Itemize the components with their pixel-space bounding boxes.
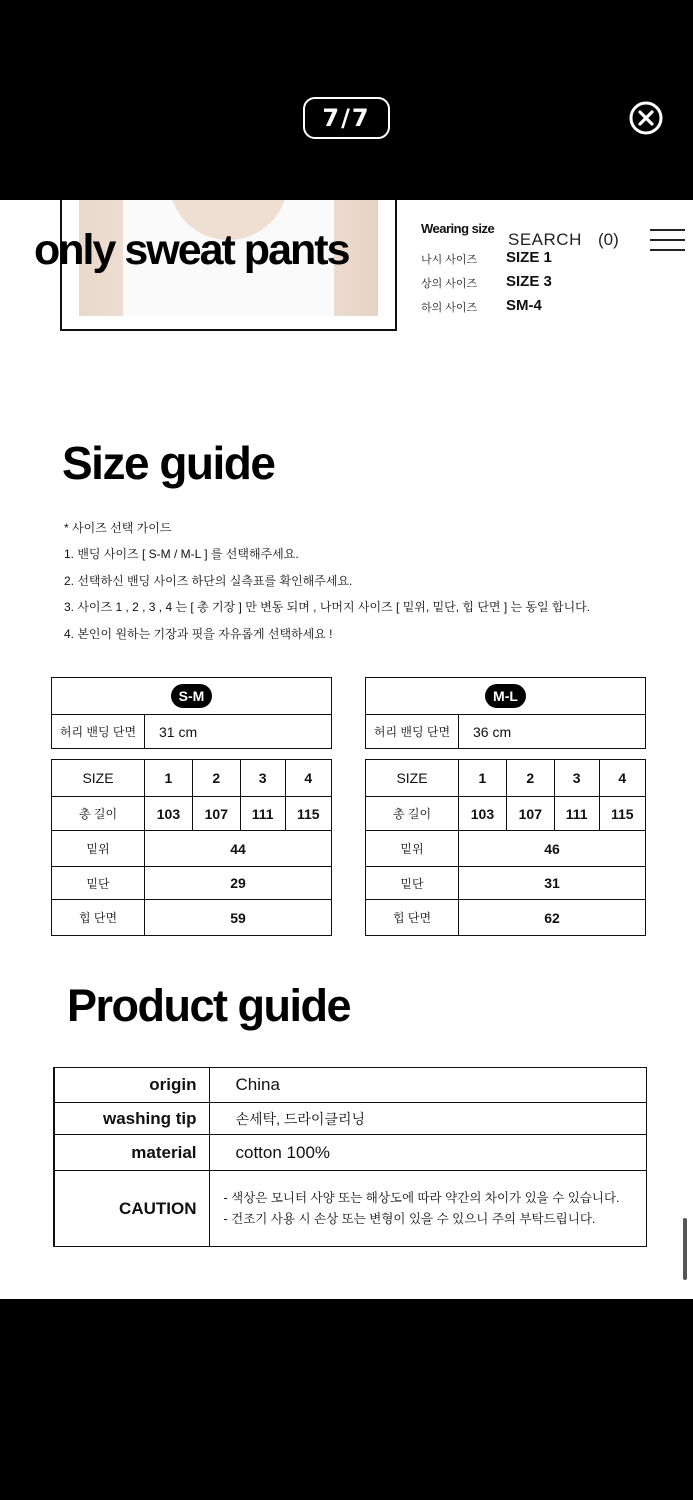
washing-label: washing tip xyxy=(54,1103,209,1135)
band-badge: S-M xyxy=(171,684,213,708)
caution-line: - 색상은 모니터 사양 또는 해상도에 따라 약간의 차이가 있을 수 있습니다. xyxy=(223,1190,620,1205)
waist-label: 허리 밴딩 단면 xyxy=(366,715,459,749)
length-cell: 115 xyxy=(285,797,331,831)
hem-label: 밑단 xyxy=(366,867,459,900)
hamburger-menu-icon[interactable] xyxy=(650,229,685,251)
search-link[interactable]: SEARCH xyxy=(508,230,582,249)
product-info-table xyxy=(53,1067,647,1247)
scrollbar-thumb[interactable] xyxy=(683,1218,687,1280)
length-cell: 103 xyxy=(145,797,193,831)
wearing-key: 상의 사이즈 xyxy=(421,278,478,290)
size-table-ml xyxy=(365,759,646,936)
caution-label: CAUTION xyxy=(54,1171,209,1247)
hem-label: 밑단 xyxy=(52,867,145,900)
waist-value: 36 cm xyxy=(459,715,646,749)
viewer-top-bar xyxy=(0,0,693,200)
length-label: 총 길이 xyxy=(52,797,145,831)
size-guide-title: Size guide xyxy=(62,437,275,489)
wearing-value: SM-4 xyxy=(506,297,542,314)
guide-line: 2. 선택하신 밴딩 사이즈 하단의 실측표를 확인해주세요. xyxy=(64,574,353,588)
size-cell: 4 xyxy=(285,760,331,797)
product-detail-page xyxy=(0,200,693,1299)
length-cell: 107 xyxy=(506,797,554,831)
length-cell: 107 xyxy=(192,797,240,831)
waist-value: 31 cm xyxy=(145,715,332,749)
origin-label: origin xyxy=(54,1068,209,1103)
hem-value: 31 xyxy=(459,867,646,900)
product-guide-title: Product guide xyxy=(67,980,350,1031)
viewer-bottom-bar xyxy=(0,1299,693,1500)
size-cell: 1 xyxy=(459,760,507,797)
size-cell: 2 xyxy=(192,760,240,797)
band-table-sm xyxy=(51,677,332,749)
size-cell: 3 xyxy=(554,760,599,797)
rise-value: 46 xyxy=(459,831,646,867)
guide-line: 3. 사이즈 1 , 2 , 3 , 4 는 [ 총 기장 ] 만 변동 되며 , 나머지 사이즈 [ 밑위, 밑단, 힙 단면 ] 는 동일 합니다. xyxy=(64,600,591,614)
wearing-key: 하의 사이즈 xyxy=(421,302,478,314)
length-label: 총 길이 xyxy=(366,797,459,831)
length-cell: 111 xyxy=(554,797,599,831)
size-header: SIZE xyxy=(52,760,145,797)
cart-link[interactable]: (0) xyxy=(598,230,619,249)
wearing-key: 나시 사이즈 xyxy=(421,254,478,266)
hip-value: 62 xyxy=(459,900,646,936)
washing-value: 손세탁, 드라이클리닝 xyxy=(209,1103,647,1135)
band-badge: M-L xyxy=(485,684,526,708)
size-table-sm xyxy=(51,759,332,936)
size-cell: 1 xyxy=(145,760,193,797)
rise-label: 밑위 xyxy=(366,831,459,867)
waist-label: 허리 밴딩 단면 xyxy=(52,715,145,749)
band-header xyxy=(52,678,332,715)
size-cell: 3 xyxy=(240,760,285,797)
rise-label: 밑위 xyxy=(52,831,145,867)
caution-line: - 건조기 사용 시 손상 또는 변형이 있을 수 있으니 주의 부탁드립니다. xyxy=(223,1211,596,1226)
length-cell: 115 xyxy=(599,797,645,831)
size-cell: 4 xyxy=(599,760,645,797)
close-icon[interactable] xyxy=(629,101,663,135)
rise-value: 44 xyxy=(145,831,332,867)
guide-line: * 사이즈 선택 가이드 xyxy=(64,521,172,535)
band-table-ml xyxy=(365,677,646,749)
banner-text: only sweat pants xyxy=(34,226,349,274)
wearing-size-label: Wearing size xyxy=(421,221,495,236)
material-label: material xyxy=(54,1135,209,1171)
origin-value: China xyxy=(209,1068,647,1103)
guide-line: 1. 밴딩 사이즈 [ S-M / M-L ] 를 선택해주세요. xyxy=(64,547,299,561)
size-cell: 2 xyxy=(506,760,554,797)
wearing-value: SIZE 1 xyxy=(506,249,552,266)
hip-value: 59 xyxy=(145,900,332,936)
caution-cell xyxy=(209,1171,647,1247)
hem-value: 29 xyxy=(145,867,332,900)
page-counter: 7/7 xyxy=(303,97,390,139)
band-header xyxy=(366,678,646,715)
hip-label: 힙 단면 xyxy=(52,900,145,936)
wearing-value: SIZE 3 xyxy=(506,273,552,290)
length-cell: 111 xyxy=(240,797,285,831)
hip-label: 힙 단면 xyxy=(366,900,459,936)
guide-line: 4. 본인이 원하는 기장과 핏을 자유롭게 선택하세요 ! xyxy=(64,627,333,641)
material-value: cotton 100% xyxy=(209,1135,647,1171)
size-header: SIZE xyxy=(366,760,459,797)
length-cell: 103 xyxy=(459,797,507,831)
